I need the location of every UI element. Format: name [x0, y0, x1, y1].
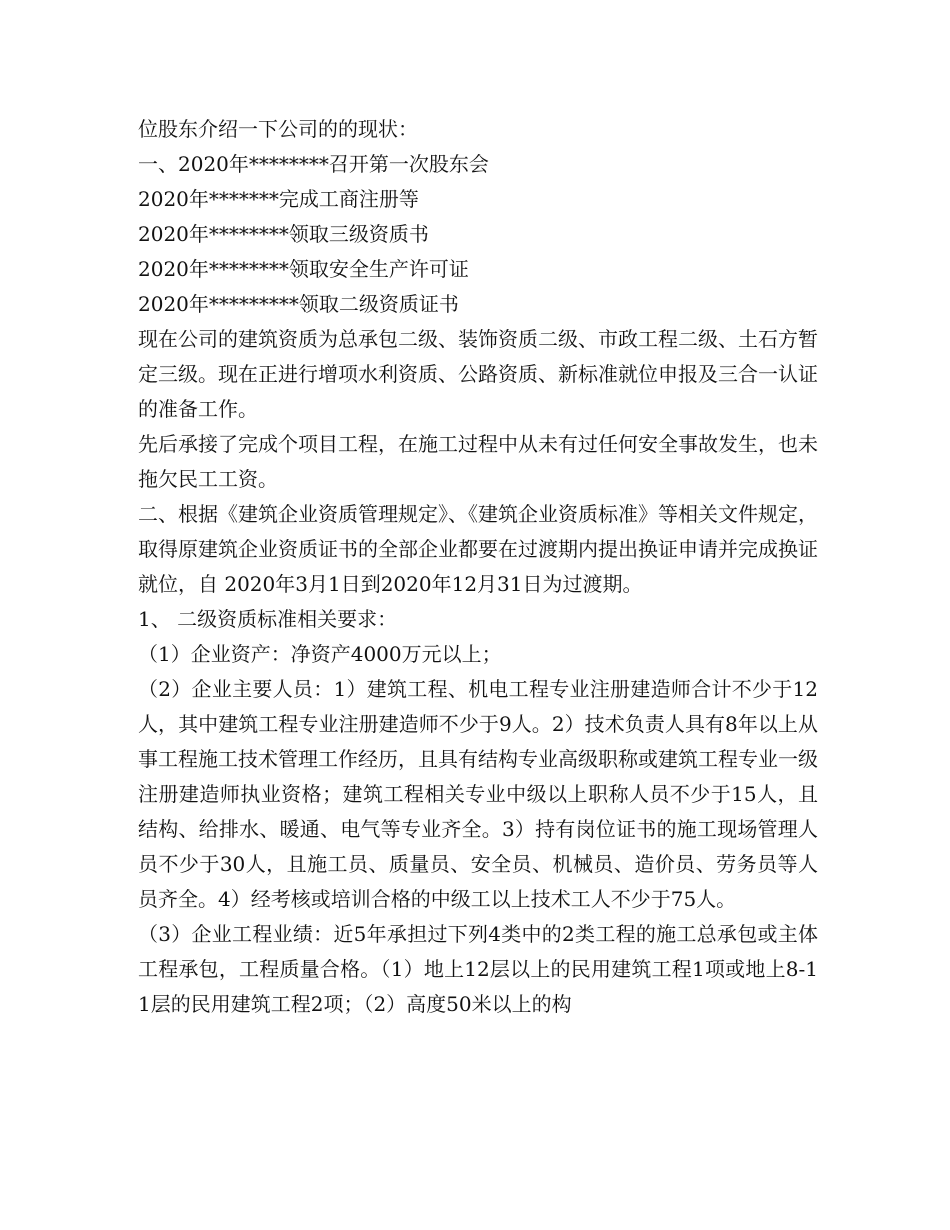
paragraph-performance: （3）企业工程业绩：近5年承担过下列4类中的2类工程的施工总承包或主体工程承包，工程质量合格。（1）地上12层以上的民用建筑工程1项或地上8-11层的民用建筑工程2项；（2）高度50米以上的构 — [138, 922, 818, 1016]
paragraph-level2-standard-heading: 1、 二级资质标准相关要求： — [138, 607, 398, 631]
document-body — [138, 112, 818, 1022]
paragraph-personnel: （2）企业主要人员：1）建筑工程、机电工程专业注册建造师合计不少于12人，其中建筑工程专业注册建造师不少于9人。2）技术负责人具有8年以上从事工程施工技术管理工作经历，且具有结构专业高级职称或建筑工程专业一级注册建造师执业资格；建筑工程相关专业中级以上职称人员不少于15人，且结构、给排水、暖通、电气等专业齐全。3）持有岗位证书的施工现场管理人员不少于30人，且施工员、质量员、安全员、机械员、造价员、劳务员等人员齐全。4）经考核或培训合格的中级工以上技术工人不少于75人。 — [138, 677, 818, 911]
paragraph-projects: 先后承接了完成个项目工程，在施工过程中从未有过任何安全事故发生，也未拖欠民工工资。 — [138, 432, 818, 491]
paragraph-level3-certificate: 2020年********领取三级资质书 — [138, 222, 429, 246]
paragraph-level2-certificate: 2020年*********领取二级资质证书 — [138, 292, 459, 316]
paragraph-safety-license: 2020年********领取安全生产许可证 — [138, 257, 469, 281]
paragraph-regulations: 二、根据《建筑企业资质管理规定》、《建筑企业资质标准》等相关文件规定，取得原建筑企业资质证书的全部企业都要在过渡期内提出换证申请并完成换证就位，自 2020年3月1日到2020年12月31日为过渡期。 — [138, 502, 818, 596]
paragraph-first-meeting: 一、2020年********召开第一次股东会 — [138, 152, 489, 176]
paragraph-registration: 2020年*******完成工商注册等 — [138, 187, 419, 211]
paragraph-current-qualifications: 现在公司的建筑资质为总承包二级、装饰资质二级、市政工程二级、土石方暂定三级。现在正进行增项水利资质、公路资质、新标准就位申报及三合一认证的准备工作。 — [138, 327, 818, 421]
paragraph-assets: （1）企业资产：净资产4000万元以上； — [138, 642, 502, 666]
paragraph-intro: 位股东介绍一下公司的的现状： — [138, 117, 418, 141]
